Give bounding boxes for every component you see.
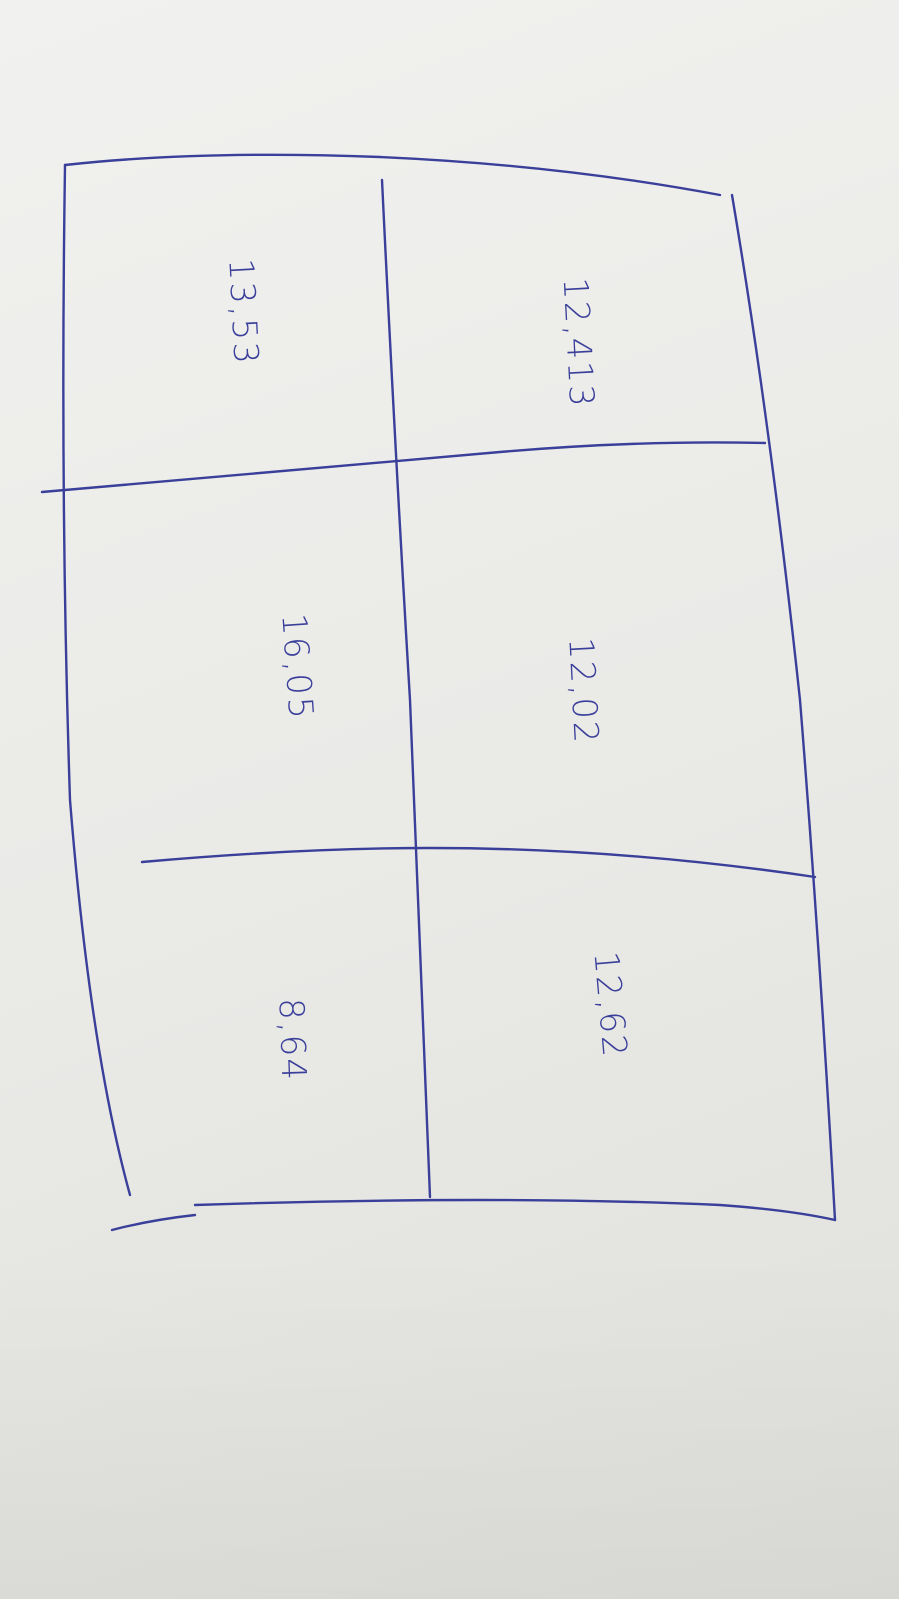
table-top-border (65, 155, 720, 195)
table-row-divider-2 (142, 848, 815, 877)
table-bottom-border (195, 1200, 835, 1220)
table-right-border (732, 195, 835, 1220)
table-row-divider-1 (42, 442, 765, 492)
table-bottom-stroke (112, 1215, 195, 1230)
cell-value: 16,05 (273, 612, 321, 722)
cell-value: 8,64 (270, 997, 314, 1083)
table-column-divider (382, 180, 430, 1197)
cell-value: 12,62 (585, 949, 635, 1061)
cell-value: 13,53 (220, 257, 266, 367)
table-left-border (63, 165, 130, 1195)
cell-value: 12,02 (560, 636, 606, 746)
cell-value: 12,413 (554, 276, 602, 410)
